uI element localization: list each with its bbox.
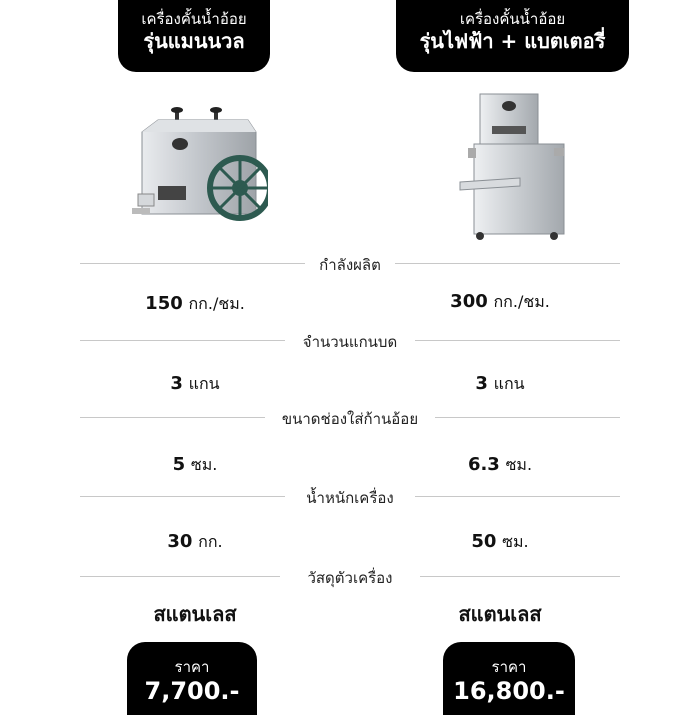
manual-price-value: 7,700.- [144, 677, 240, 705]
weight-electric-unit: ซม. [502, 532, 529, 551]
manual-juicer-image [128, 104, 268, 239]
weight-manual-unit: กก. [198, 532, 223, 551]
capacity-manual-unit: กก./ชม. [188, 294, 245, 313]
capacity-manual-value: 150 [145, 293, 183, 314]
weight-electric [380, 530, 620, 555]
inlet-manual [75, 453, 315, 478]
inlet-electric-value: 6.3 [467, 454, 500, 475]
material-divider [80, 568, 620, 587]
manual-model-title: รุ่นแมนนวล [143, 29, 245, 53]
electric-price-badge [443, 642, 575, 715]
electric-juicer-image [458, 86, 568, 246]
capacity-electric-unit: กก./ชม. [493, 292, 550, 311]
manual-price-label: ราคา [174, 658, 210, 676]
electric-model-header [396, 0, 629, 72]
material-electric: สแตนเลส [458, 602, 542, 626]
rollers-electric-value: 3 [475, 373, 488, 394]
electric-model-subtitle: เครื่องคั้นน้ำอ้อย [459, 10, 566, 28]
inlet-label: ขนาดช่องใส่ก้านอ้อย [270, 410, 430, 428]
capacity-divider [80, 255, 620, 274]
manual-price-badge [127, 642, 257, 715]
inlet-manual-unit: ซม. [190, 455, 218, 474]
rollers-manual-unit: แกน [188, 374, 220, 393]
weight-manual-value: 30 [167, 531, 193, 552]
electric-model-title: รุ่นไฟฟ้า + แบตเตอรี่ [419, 29, 606, 53]
weight-electric-value: 50 [471, 531, 497, 552]
electric-price-value: 16,800.- [453, 677, 565, 705]
inlet-electric [380, 453, 620, 478]
manual-model-subtitle: เครื่องคั้นน้ำอ้อย [141, 10, 247, 28]
capacity-electric-value: 300 [450, 291, 488, 312]
rollers-label: จำนวนแกนบด [291, 333, 409, 351]
inlet-divider [80, 409, 620, 428]
rollers-manual-value: 3 [170, 373, 183, 394]
weight-label: น้ำหนักเครื่อง [294, 489, 405, 507]
capacity-label: กำลังผลิต [307, 256, 393, 274]
material-label: วัสดุตัวเครื่อง [295, 569, 404, 587]
weight-manual [75, 530, 315, 555]
capacity-electric [380, 290, 620, 315]
rollers-divider [80, 332, 620, 351]
inlet-electric-unit: ซม. [505, 455, 533, 474]
rollers-electric-unit: แกน [493, 374, 525, 393]
electric-price-label: ราคา [491, 658, 527, 676]
capacity-manual [75, 292, 315, 317]
rollers-manual [75, 372, 315, 397]
rollers-electric [380, 372, 620, 397]
inlet-manual-value: 5 [172, 454, 186, 475]
material-manual: สแตนเลส [153, 602, 237, 626]
manual-model-header [118, 0, 270, 72]
weight-divider [80, 488, 620, 507]
